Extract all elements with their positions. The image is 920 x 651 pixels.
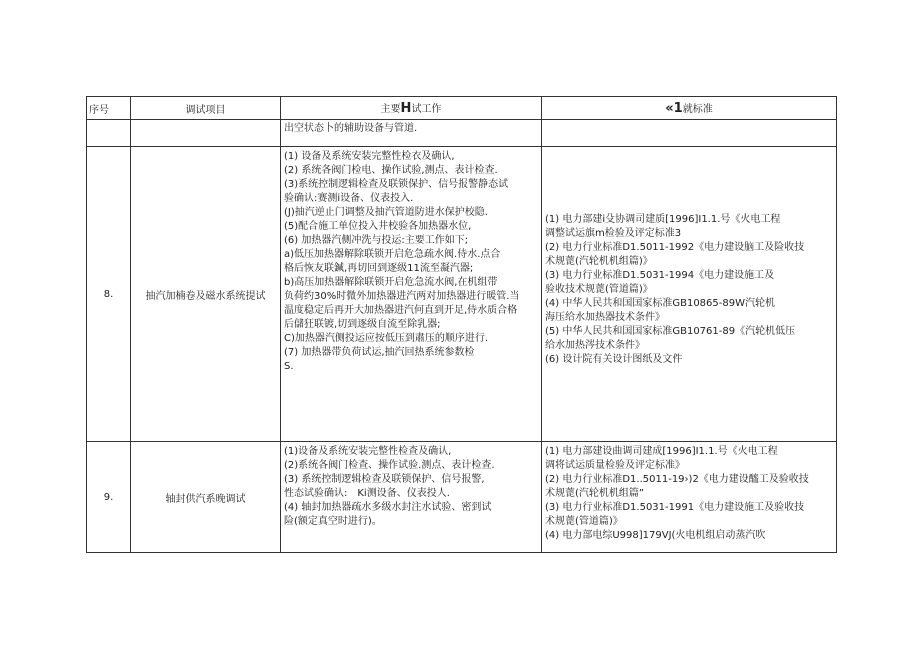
- commissioning-table: [86, 96, 837, 553]
- work-line: 险(额定真空时进行)。: [284, 516, 382, 527]
- std-line: (3) 电力行业标准D1.5031-1991《电力建设施工及验收技: [545, 502, 805, 513]
- std-line: (3) 电力行业标准D1.5031-1994《电力建设施工及: [545, 270, 775, 281]
- cont-work-text: 出空状态卜的辅助设备与管道.: [284, 123, 418, 134]
- work-line: S.: [284, 361, 294, 372]
- work-line: 温度稳定后再开大加热器进汽何直到开足,侍水质合格: [284, 305, 518, 316]
- cont-std-cell: [542, 120, 837, 147]
- std-line: (4) 电力部电综U998]179VJ(火电机组启动蒸汽吹: [545, 530, 766, 541]
- cont-no-cell: [87, 120, 131, 147]
- cont-item-cell: [131, 120, 281, 147]
- table-row-9: [87, 442, 837, 553]
- work-line: (7) 加热器带负荷试运,抽汽回热系统参数检: [284, 347, 475, 358]
- row9-item: 轴封供汽系晚调试: [131, 442, 281, 553]
- work-line: (2)系统各阀门检查、操作试验.测点、表计检查.: [284, 460, 495, 471]
- std-line: (6) 设计院有关设计图纸及文件: [545, 354, 683, 365]
- work-line: (6) 加热器汽侧冲洗与投运:主要工作如下;: [284, 235, 469, 246]
- header-work-suffix: 试工作: [411, 104, 442, 115]
- row8-std-list: [542, 147, 836, 367]
- header-work-prefix: 主要: [380, 104, 401, 115]
- header-std: [542, 97, 837, 120]
- row8-std-cell: [542, 147, 837, 442]
- row8-work-cell: [281, 147, 542, 442]
- work-line: (5)配合施工单位投入井校验各加热器水位,: [284, 221, 472, 232]
- header-no: 序号: [87, 97, 131, 120]
- header-row: [87, 97, 837, 120]
- work-line: (1) 设备及系统安装完整性检衣及确认,: [284, 151, 455, 162]
- header-item: 调试项目: [131, 97, 281, 120]
- row9-std-cell: [542, 442, 837, 553]
- std-line: (2) 电力行业标准D1..5011-19›)2《电力建设醯工及验收技: [545, 474, 809, 485]
- row8-no: 8.: [87, 147, 131, 442]
- std-line: (2) 电力行业标准D1.5011-1992《电力建设脑工及险收技: [545, 242, 805, 253]
- continuation-row: [87, 120, 837, 147]
- std-line: 海压给水加热器技术条件》: [545, 312, 665, 323]
- row9-std-list: [542, 442, 836, 543]
- row9-no: 9.: [87, 442, 131, 553]
- std-line: 调将试运质量检验及评定标准》: [545, 460, 685, 471]
- std-line: (4) 中华人民共和国国家标准GB10865-89W汽轮机: [545, 298, 775, 309]
- work-line: (2) 系统各阀门检电、操作试验,测点、表计检查.: [284, 165, 498, 176]
- work-line: 验确认:赛测i设备、仪表投入.: [284, 193, 414, 204]
- work-line: (J)抽汽逆止门调整及抽汽管道防进水保护校隐.: [284, 207, 488, 218]
- work-line: 格后恢友联鍼,再切回到逐级11流至凝汽器;: [284, 263, 474, 274]
- header-work-big: H: [400, 101, 412, 116]
- work-line: b)高压加热器解除联锁开启危急流水阀,在机组带: [284, 277, 498, 288]
- row8-work-list: [281, 147, 541, 374]
- header-work: [281, 97, 542, 120]
- std-line: 术规蓖(汽轮机机组篇”: [545, 488, 645, 499]
- header-std-suffix: 就标准: [682, 104, 713, 115]
- table-row-8: [87, 147, 837, 442]
- row8-item: 抽汽加楠卷及磁水系统提试: [131, 147, 281, 442]
- work-line: (4) 轴封加热器疏水多级水封注水试验、密到试: [284, 502, 492, 513]
- std-line: (5) 中华人民共和国国家标准GB10761-89《汽轮机低压: [545, 326, 796, 337]
- work-line: 后儲狂联镀,切到逐级自流至除乳器;: [284, 319, 441, 330]
- std-line: 给水加热涔技术条件》: [545, 340, 645, 351]
- work-line: 负荷约30%时微外加热器进汽两对加热器进行暖管.当: [284, 291, 520, 302]
- std-line: 术规蓖(汽轮机机组篇)》: [545, 256, 653, 267]
- work-line: (3)系统控制逻辑检查及联锁保护、信号报警静态试: [284, 179, 509, 190]
- row9-work-list: [281, 442, 541, 529]
- std-line: (1) 电力部建i殳协调司建质[1996]I1.1.号《火电工程: [545, 214, 781, 225]
- header-std-big: «1: [665, 101, 683, 116]
- work-line: C)加热器汽侧投运应按低压到肅压的顺序进行.: [284, 333, 489, 344]
- work-line: a)低压加热器解除联锁开启危急疏水阀.侍水.点合: [284, 249, 501, 260]
- work-line: 性态试验确认: Ki测设备、仪表投人.: [284, 488, 450, 499]
- std-line: 调整试运旗m检验及评定标准3: [545, 228, 682, 239]
- row9-work-cell: [281, 442, 542, 553]
- work-line: (1)设备及系统安装完整性检查及确认,: [284, 446, 452, 457]
- std-line: 术规蓖(管道篇)》: [545, 516, 623, 527]
- work-line: (3) 系统控制逻辑检查及联锁保护、信号报警,: [284, 474, 485, 485]
- cont-work-cell: [281, 120, 542, 147]
- std-line: (1) 电力部建设曲调司建成[1996]I1.1.号《火电工程: [545, 446, 778, 457]
- std-line: 验收技术规蓖(管道篇)》: [545, 284, 653, 295]
